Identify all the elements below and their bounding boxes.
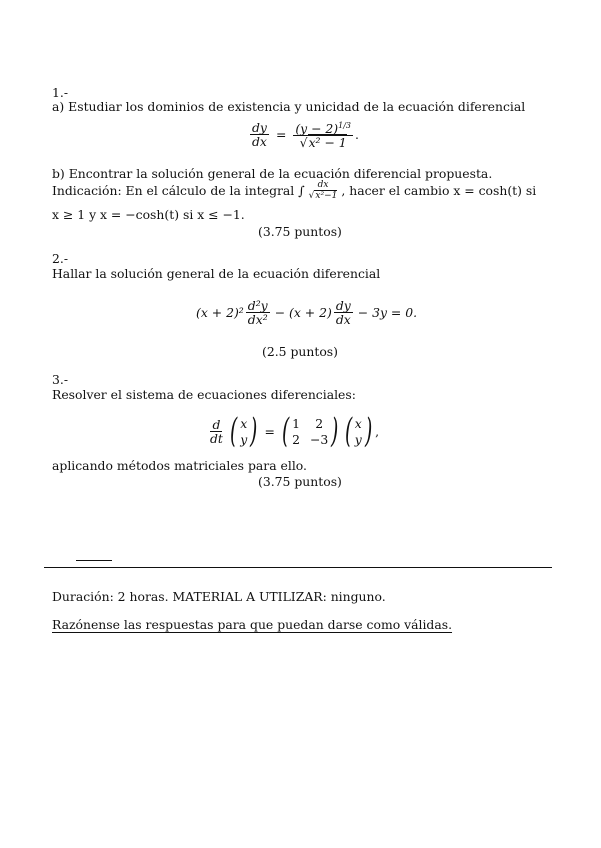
problem-2-points: (2.5 puntos): [262, 344, 339, 359]
dy-dx-fraction: [250, 121, 269, 148]
problem-3-method: aplicando métodos matriciales para ello.: [52, 458, 307, 473]
fraction-denominator: dx: [252, 133, 267, 149]
d-dt-fraction: [208, 418, 225, 445]
problem-2-equation: [196, 299, 417, 326]
matrix-entry: 1: [292, 415, 300, 431]
coefficient-matrix: [292, 416, 328, 447]
left-paren-icon: (: [344, 411, 352, 451]
exam-duration: Duración: 2 horas. MATERIAL A UTILIZAR: ninguno.: [52, 589, 386, 604]
equation-term-1: (x + 2)²: [196, 305, 244, 320]
answer-note: Razónense las respuestas para que puedan darse como válidas.: [52, 617, 453, 632]
matrix-entry: 2: [292, 431, 300, 447]
problem-1-part-b: b) Encontrar la solución general de la ecuación diferencial propuesta.: [52, 166, 493, 181]
fraction-numerator: dx: [317, 180, 329, 190]
vector-entry: y: [354, 431, 362, 447]
problem-1-hint-line2: x ≥ 1 y x = −cosh(t) si x ≤ −1.: [52, 207, 245, 222]
matrix-entry: −3: [310, 431, 329, 447]
problem-1-hint-line1: [52, 180, 536, 201]
fraction-numerator: dy: [335, 298, 351, 313]
base-expression: (y − 2): [295, 121, 339, 137]
integral-fraction: [307, 180, 340, 201]
right-paren-icon: ): [331, 411, 339, 451]
short-dash-rule: [76, 560, 112, 561]
rhs-fraction: [293, 119, 353, 149]
problem-3-number: 3.-: [52, 372, 69, 387]
fraction-denominator: dx: [335, 312, 351, 327]
right-paren-icon: ): [250, 411, 258, 451]
sqrt-radicand: x²−1: [315, 191, 338, 201]
vector-entry: x: [240, 415, 248, 431]
equation-term-2: − (x + 2): [274, 305, 332, 320]
fraction-denominator: √x² − 1: [299, 135, 347, 151]
vector-left: [240, 416, 247, 447]
problem-3-equation: [206, 411, 380, 451]
problem-2-statement: Hallar la solución general de la ecuación diferencial: [52, 266, 381, 281]
problem-1-number: 1.-: [52, 85, 69, 100]
problem-2-number: 2.-: [52, 251, 69, 266]
fraction-numerator: d: [212, 416, 221, 432]
problem-1-points: (3.75 puntos): [258, 224, 342, 239]
fraction-denominator: dt: [210, 430, 223, 446]
problem-3-points: (3.75 puntos): [258, 474, 342, 489]
problem-3-statement: Resolver el sistema de ecuaciones diferenciales:: [52, 387, 356, 402]
problem-1-part-a: a) Estudiar los dominios de existencia y unicidad de la ecuación diferencial: [52, 99, 526, 114]
right-paren-icon: ): [364, 411, 373, 451]
left-paren-icon: (: [229, 411, 238, 451]
left-paren-icon: (: [281, 411, 290, 451]
hint-text-start: Indicación: En el cálculo de la integral ∫: [52, 183, 305, 198]
fraction-numerator: d²y: [247, 298, 268, 313]
second-derivative-fraction: [246, 299, 270, 326]
problem-1-equation: [248, 119, 359, 149]
matrix-entry: 2: [315, 415, 324, 431]
equation-comma: ,: [375, 423, 380, 439]
vector-entry: y: [240, 431, 248, 447]
hint-text-mid: , hacer el cambio x = cosh(t) si: [341, 183, 537, 198]
sqrt-radicand: x² − 1: [308, 135, 347, 151]
horizontal-rule: [44, 567, 552, 568]
first-derivative-fraction: [334, 299, 353, 326]
exponent: 1/3: [338, 121, 352, 130]
vector-right: [355, 416, 362, 447]
equation-period: .: [355, 126, 359, 142]
vector-entry: x: [354, 415, 362, 431]
fraction-denominator: √x²−1: [308, 191, 338, 201]
fraction-numerator: dy: [252, 119, 267, 135]
equals-sign: =: [264, 423, 275, 439]
equals-sign: =: [275, 126, 287, 142]
fraction-denominator: dx²: [247, 312, 268, 327]
equation-term-3: − 3y = 0.: [357, 305, 418, 320]
